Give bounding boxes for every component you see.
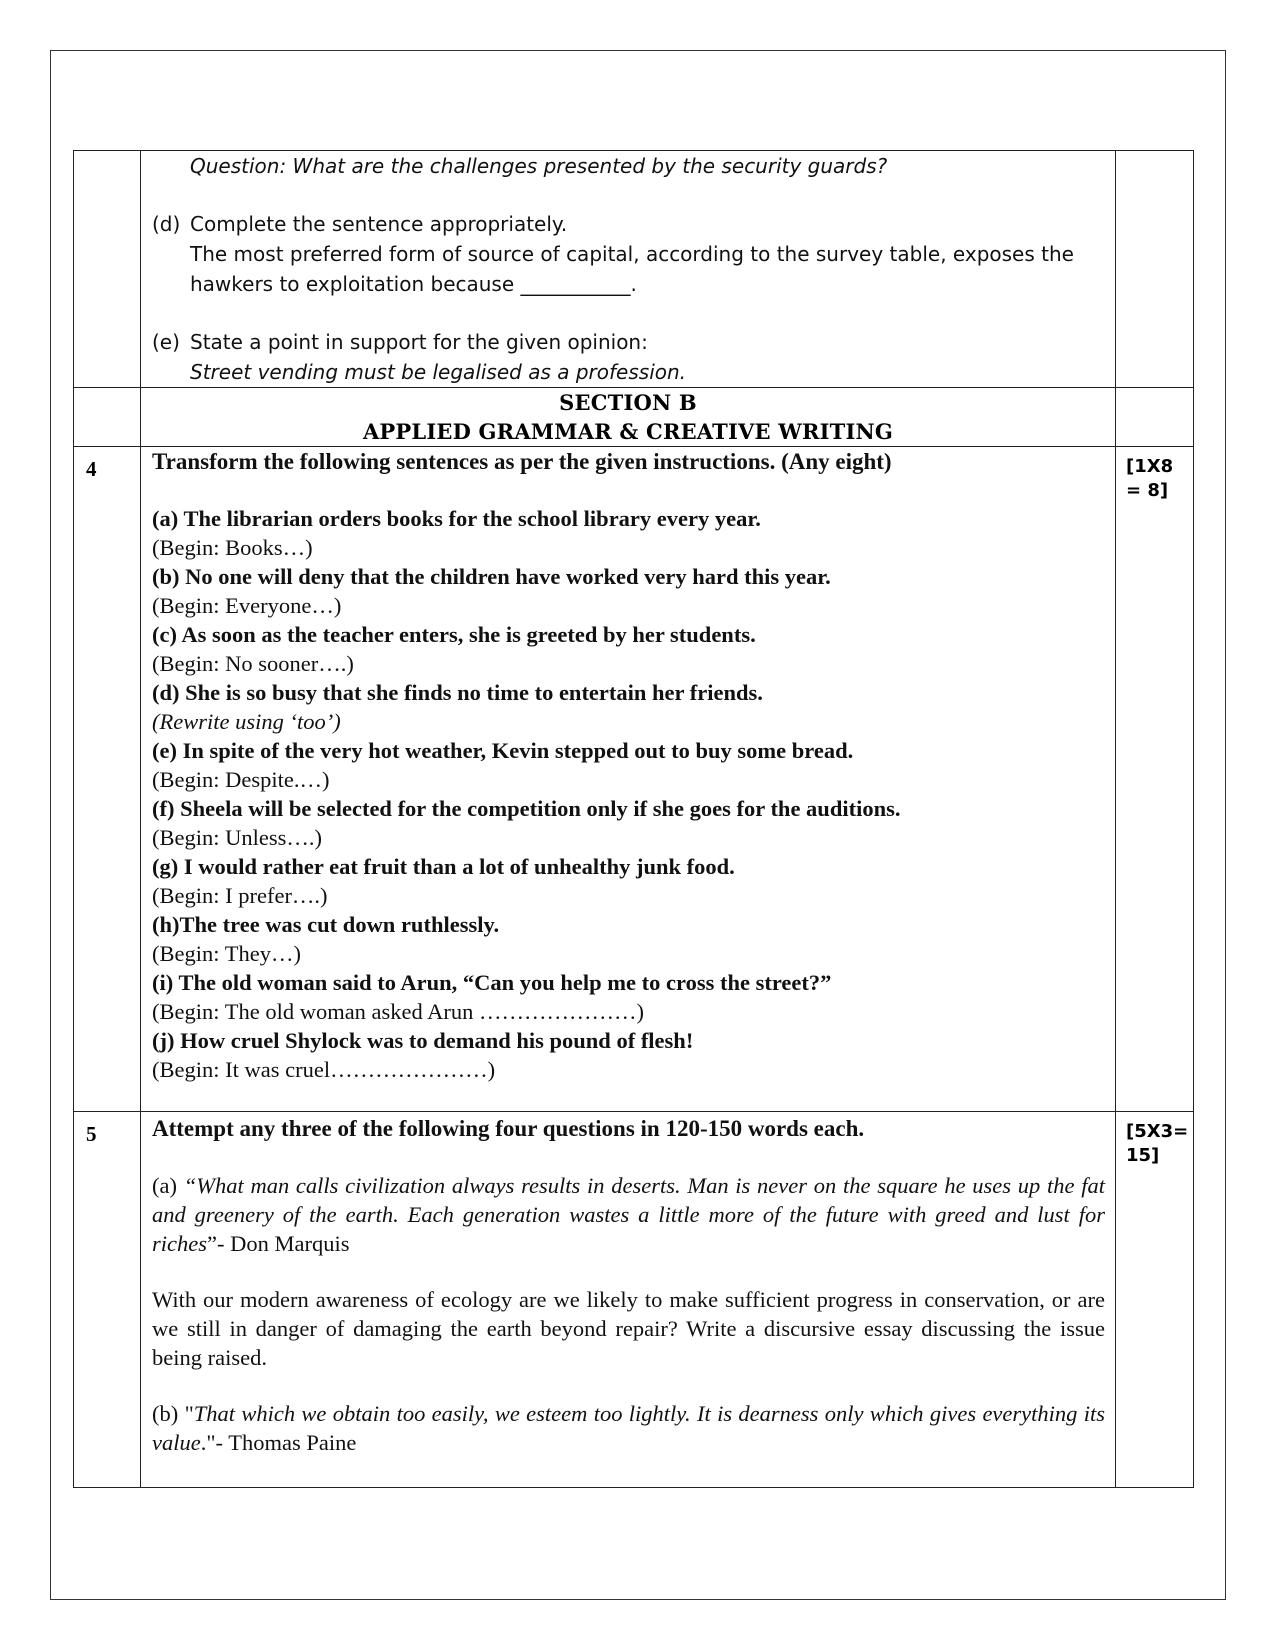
q3-d-line2: The most preferred form of source of capital, according to the survey table, exposes the hawkers to exploitation because ___________. [190, 242, 1074, 296]
q4-items-list [152, 504, 1105, 1084]
q4-marks [1116, 447, 1194, 1112]
q4-item-sentence: (j) How cruel Shylock was to demand his pound of flesh! [152, 1028, 694, 1053]
q4-item [152, 562, 1105, 620]
q4-item-hint: (Begin: Despite.…) [152, 767, 330, 792]
q3-part-e [152, 327, 1095, 387]
q5-instruction: Attempt any three of the following four questions in 120-150 words each. [152, 1116, 865, 1141]
q4-item [152, 910, 1105, 968]
q4-number: 4 [74, 447, 141, 1112]
q3-d-label: (d) [152, 212, 181, 236]
q4-item-sentence: (b) No one will deny that the children have worked very hard this year. [152, 564, 831, 589]
q4-item-hint: (Begin: I prefer….) [152, 883, 328, 908]
q3-content-cell [141, 151, 1116, 388]
q5-number: 5 [74, 1112, 141, 1488]
q5-marks-line1: [5X3= [1126, 1121, 1189, 1142]
q4-marks-line1: [1X8 [1126, 456, 1174, 477]
q3-number-cell [74, 151, 141, 388]
q4-item-hint: (Begin: No sooner….) [152, 651, 354, 676]
q4-item-hint: (Begin: Books…) [152, 535, 313, 560]
q4-item-hint: (Begin: They…) [152, 941, 301, 966]
q4-item [152, 1026, 1105, 1084]
q4-item-sentence: (g) I would rather eat fruit than a lot of unhealthy junk food. [152, 854, 735, 879]
q4-item [152, 736, 1105, 794]
q5-part-b-quote [152, 1399, 1105, 1457]
q5-a-label: (a) [152, 1173, 184, 1198]
q3-e-line2: Street vending must be legalised as a profession. [190, 360, 687, 384]
q3-d-line1: Complete the sentence appropriately. [190, 212, 568, 236]
q4-instruction: Transform the following sentences as per the given instructions. (Any eight) [152, 449, 892, 474]
q4-marks-line2: = 8] [1126, 480, 1169, 501]
q4-item [152, 852, 1105, 910]
q4-item [152, 620, 1105, 678]
q4-item-hint: (Rewrite using ‘too’) [152, 709, 341, 734]
q3-part-d [152, 209, 1095, 299]
q5-content-cell [141, 1112, 1116, 1488]
q4-content-cell [141, 447, 1116, 1112]
section-b-marks-cell [1116, 388, 1194, 447]
q4-item-hint: (Begin: Everyone…) [152, 593, 342, 618]
section-b-heading [141, 388, 1116, 447]
q4-item-sentence: (d) She is so busy that she finds no time to entertain her friends. [152, 680, 763, 705]
q4-item-sentence: (h)The tree was cut down ruthlessly. [152, 912, 500, 937]
q4-item-hint: (Begin: Unless….) [152, 825, 322, 850]
q4-item-sentence: (i) The old woman said to Arun, “Can you help me to cross the street?” [152, 970, 832, 995]
q3-e-line1: State a point in support for the given opinion: [190, 330, 648, 354]
q4-item-hint: (Begin: The old woman asked Arun …………………) [152, 999, 645, 1024]
q5-b-attribution: ."- Thomas Paine [200, 1430, 357, 1455]
section-b-row [74, 388, 1194, 447]
q5-a-attribution: ”- Don Marquis [207, 1231, 350, 1256]
q4-item-sentence: (c) As soon as the teacher enters, she is greeted by her students. [152, 622, 756, 647]
q5-marks [1116, 1112, 1194, 1488]
q4-item [152, 678, 1105, 736]
q5-b-quote-text: That which we obtain too easily, we esteem too lightly. It is dearness only which gives everything its value [152, 1401, 1105, 1455]
q3-question-line: Question: What are the challenges presented by the security guards? [190, 154, 888, 178]
question-table [73, 150, 1194, 1488]
q4-item-sentence: (f) Sheela will be selected for the competition only if she goes for the auditions. [152, 796, 901, 821]
q5-part-a-task: With our modern awareness of ecology are we likely to make sufficient progress in conservation, or are we still in danger of damaging the earth beyond repair? Write a discursive essay discussing the issue being raised. [152, 1287, 1105, 1370]
q4-item [152, 794, 1105, 852]
q3-continued-row [74, 151, 1194, 388]
q4-item-hint: (Begin: It was cruel…………………) [152, 1057, 496, 1082]
q4-item-sentence: (e) In spite of the very hot weather, Kevin stepped out to buy some bread. [152, 738, 854, 763]
q5-part-a-quote [152, 1171, 1105, 1258]
q4-item [152, 968, 1105, 1026]
section-b-title: SECTION B [559, 390, 697, 415]
q4-row [74, 447, 1194, 1112]
q4-item-sentence: (a) The librarian orders books for the school library every year. [152, 506, 761, 531]
q5-marks-line2: 15] [1126, 1145, 1160, 1166]
section-b-number-cell [74, 388, 141, 447]
q3-marks-cell [1116, 151, 1194, 388]
q4-item [152, 504, 1105, 562]
section-b-subtitle: APPLIED GRAMMAR & CREATIVE WRITING [362, 419, 894, 444]
q5-a-quote-text: “What man calls civilization always results in deserts. Man is never on the square he uses up the fat and greenery of the earth. Each generation wastes a little more of the future with greed and lust for riches [152, 1173, 1105, 1256]
q5-row [74, 1112, 1194, 1488]
q5-b-label: (b) " [152, 1401, 194, 1426]
q3-e-label: (e) [152, 330, 180, 354]
